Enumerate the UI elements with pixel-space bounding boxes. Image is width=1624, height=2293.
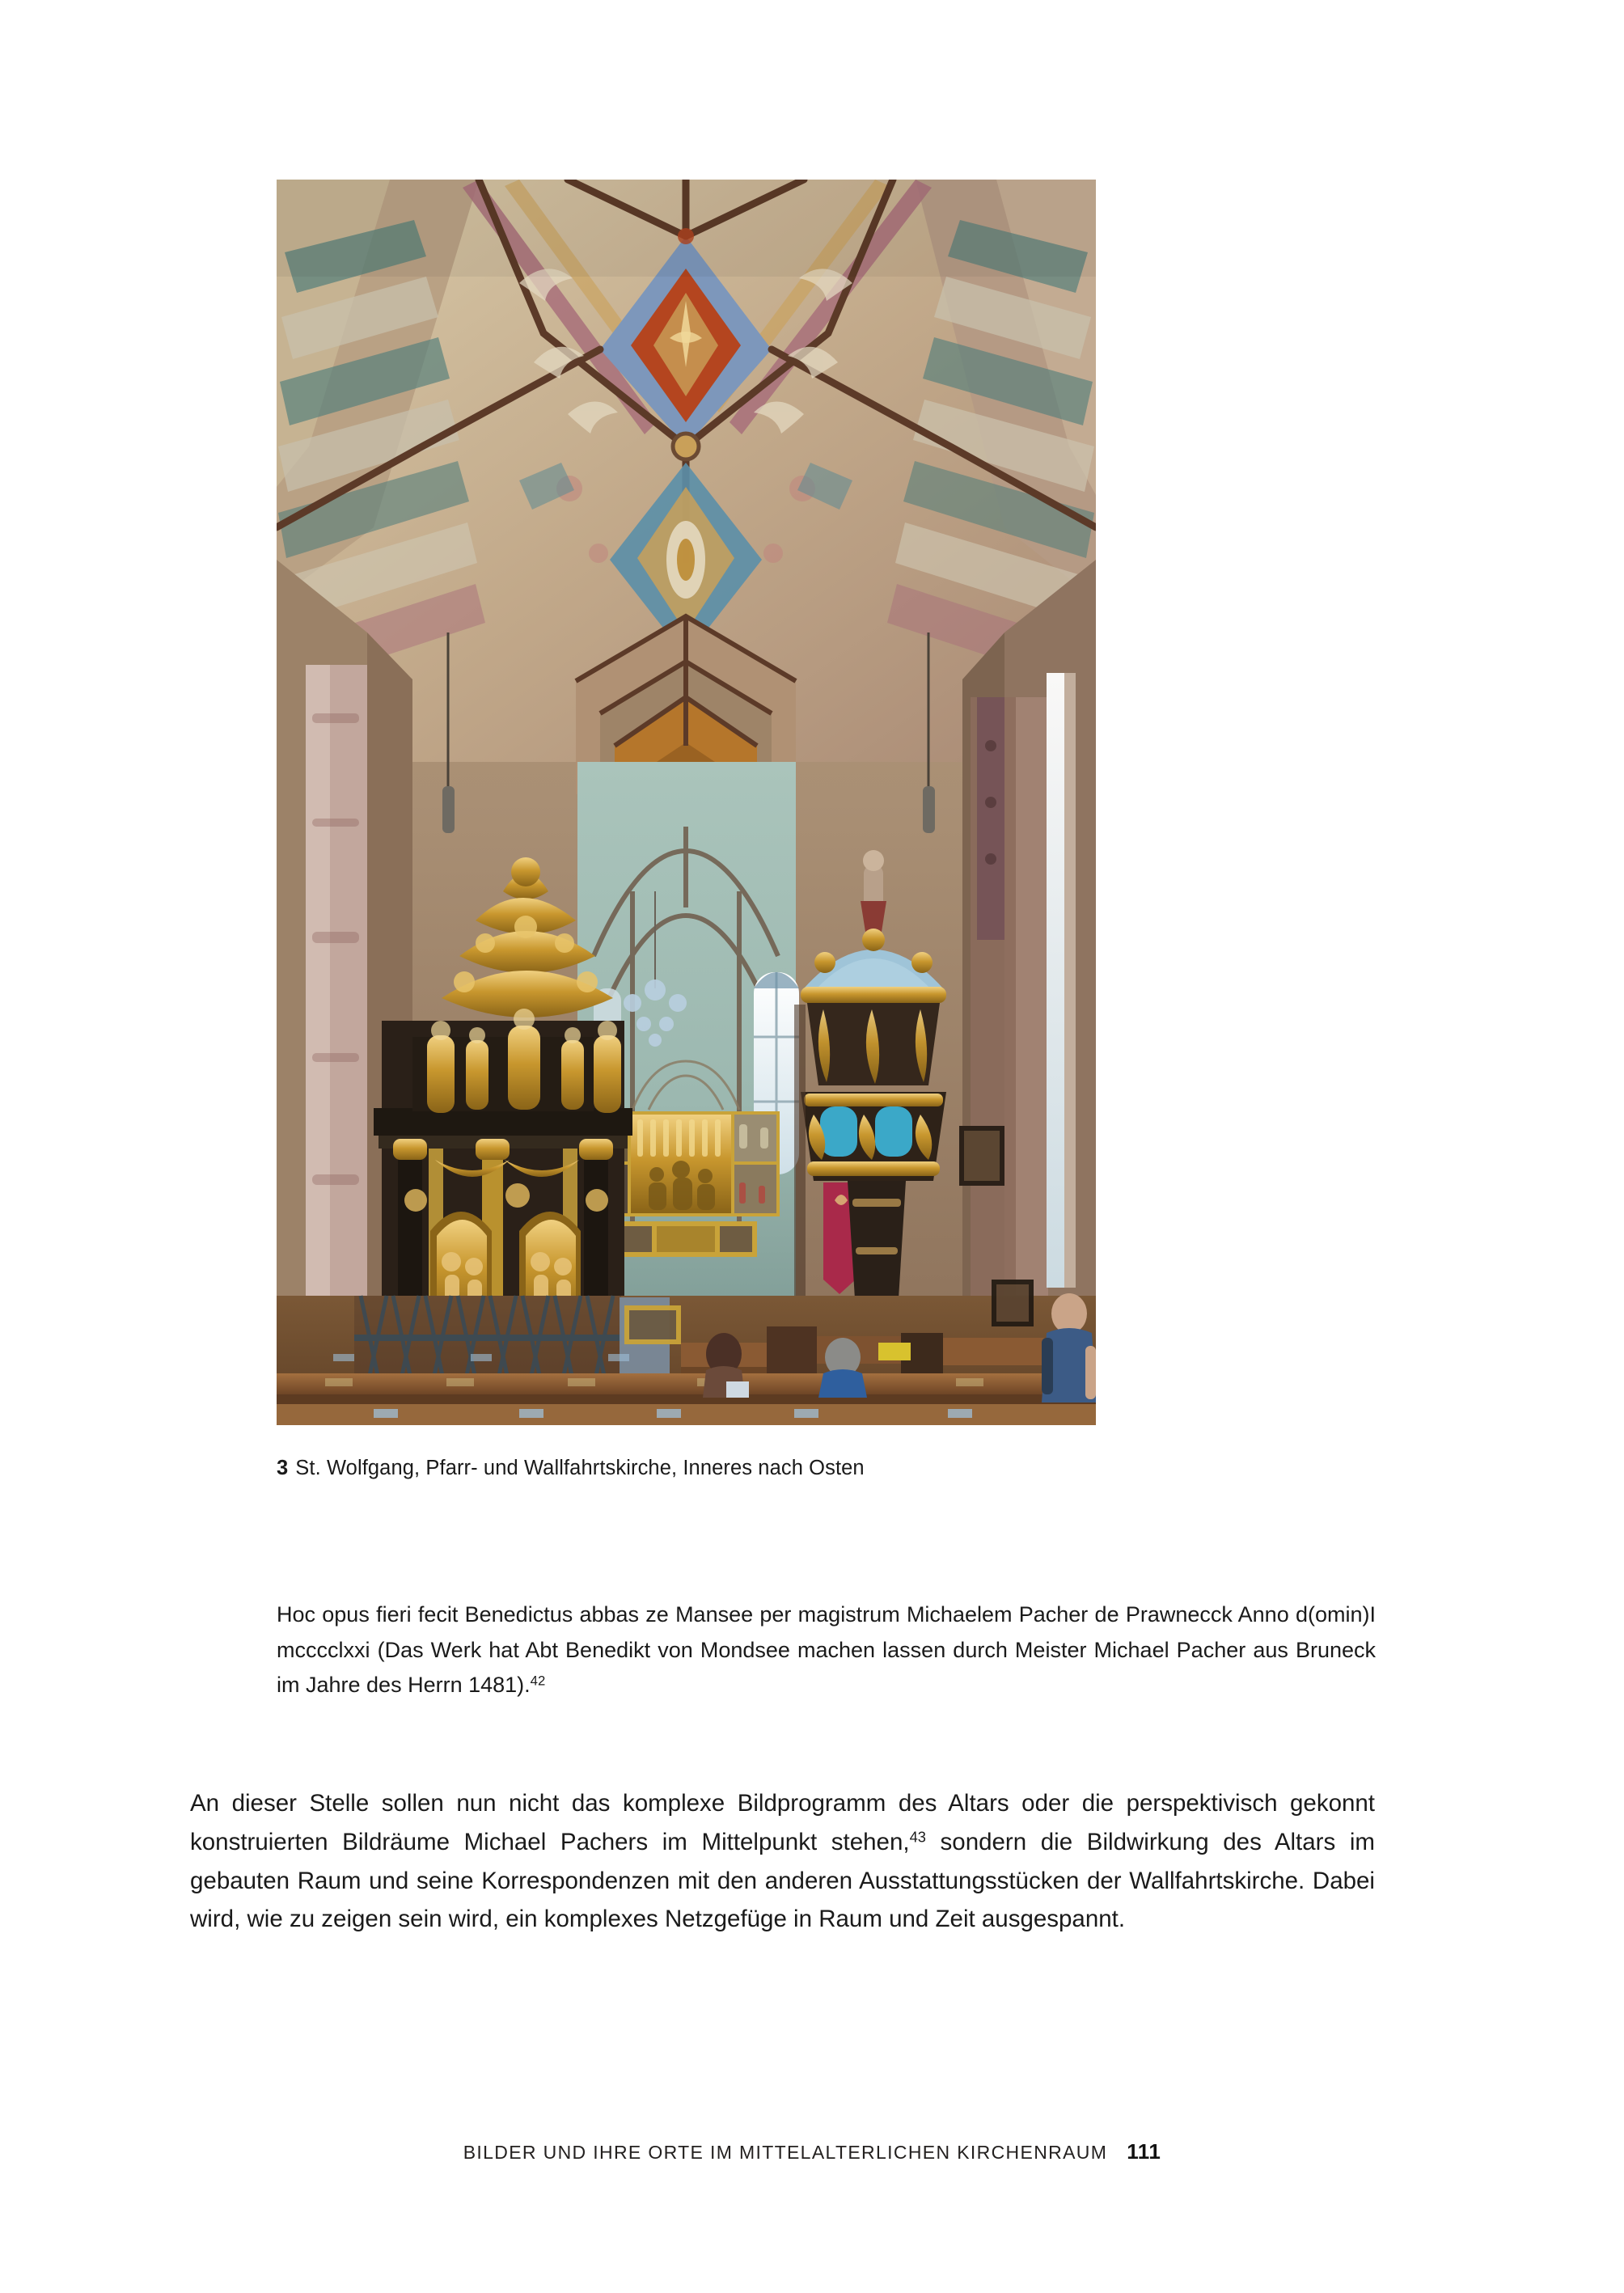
footnote-ref-43[interactable]: 43 (909, 1828, 926, 1846)
page-number: 111 (1127, 2139, 1161, 2164)
figure-number: 3 (277, 1457, 289, 1479)
body-paragraph-content (190, 1784, 1375, 1939)
figure-caption-text: St. Wolfgang, Pfarr- und Wallfahrtskirche, Inneres nach Osten (295, 1457, 865, 1479)
nave-furnishings (277, 1293, 1096, 1425)
figure-3 (277, 180, 1096, 1425)
church-interior-photograph (277, 180, 1096, 1425)
block-quote (277, 1597, 1376, 1703)
figure-caption (277, 1453, 1328, 1483)
footnote-ref-42[interactable]: 42 (530, 1673, 546, 1689)
block-quote-paragraph (277, 1597, 1376, 1703)
page-footer (0, 2139, 1624, 2164)
block-quote-text: Hoc opus fieri fecit Benedictus abbas ze Mansee per magistrum Michaelem Pacher de Prawnecck Anno d(omin)I mcccclxxi (Das Werk hat Abt Benedikt von Mondsee machen lassen durch Meister Michael Pacher aus Bruneck im Jahre des Herrn 1481). (277, 1602, 1376, 1698)
body-text-part-1: An dieser Stelle sollen nun nicht das komplexe Bildprogramm des Altars oder die perspektivisch gekonnt konstruierten Bildräume Michael Pachers im Mittelpunkt stehen, (190, 1790, 1375, 1855)
running-head: BILDER UND IHRE ORTE IM MITTELALTERLICHEN KIRCHENRAUM (463, 2142, 1108, 2163)
photo-illustration (277, 180, 1096, 1425)
body-text-part-2: sondern die Bildwirkung des Altars im gebauten Raum und seine Korrespondenzen mit den anderen Ausstattungsstücken der Wallfahrtskirche. Dabei wird, wie zu zeigen sein wird, ein komplexes Netzgefüge in Raum und Zeit ausgespannt. (190, 1828, 1375, 1933)
body-paragraph (190, 1784, 1375, 1939)
